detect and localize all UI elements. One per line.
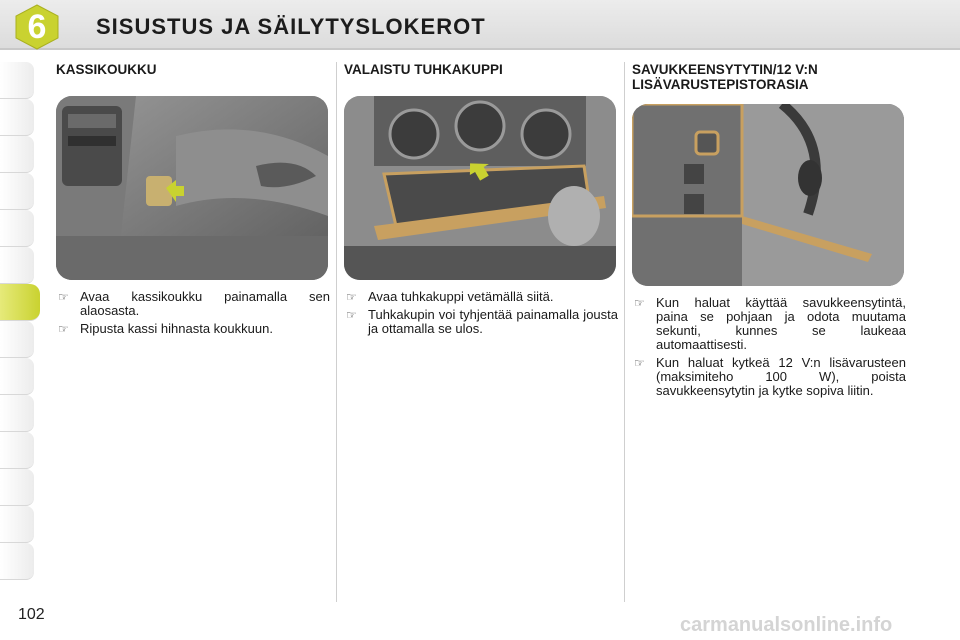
chapter-tab-7-active[interactable] xyxy=(0,284,40,321)
pointing-finger-icon: ☞ xyxy=(634,296,645,310)
chapter-tab-6[interactable] xyxy=(0,247,34,284)
bullet-text: Ripusta kassi hihnasta koukkuun. xyxy=(80,321,273,336)
chapter-badge xyxy=(14,4,60,50)
bullet-text: Avaa tuhkakuppi vetämällä siitä. xyxy=(368,289,554,304)
pointing-finger-icon: ☞ xyxy=(58,322,69,336)
chapter-tab-14[interactable] xyxy=(0,543,34,580)
chapter-tab-8[interactable] xyxy=(0,321,34,358)
list-item xyxy=(344,290,618,304)
section-title-lighter-socket: SAVUKKEENSYTYTIN/12 V:N LISÄVARUSTEPISTORASIA xyxy=(632,62,818,92)
chapter-tab-10[interactable] xyxy=(0,395,34,432)
column-divider xyxy=(624,62,625,602)
watermark: carmanualsonline.info xyxy=(680,614,893,636)
column-bag-hook xyxy=(56,62,330,340)
bullet-text: Kun haluat käyttää savukkeensytintä, paina se pohjaan ja odota muutama sekunti, kunnes se laukeaa automaattisesti. xyxy=(656,295,906,352)
photo-lighter-socket xyxy=(632,104,904,286)
chapter-tab-12[interactable] xyxy=(0,469,34,506)
list-item xyxy=(56,290,330,318)
bullet-text: Kun haluat kytkeä 12 V:n lisävarusteen (maksimiteho 100 W), poista savukkeensytytin ja kytke sopiva liitin. xyxy=(656,355,906,398)
list-item xyxy=(56,322,330,336)
chapter-tab-2[interactable] xyxy=(0,99,34,136)
page-title: SISUSTUS JA SÄILYTYSLOKEROT xyxy=(96,14,486,39)
chapter-tab-1[interactable] xyxy=(0,62,34,99)
column-ashtray xyxy=(344,62,618,340)
column-lighter-socket xyxy=(632,62,906,402)
chapter-tab-5[interactable] xyxy=(0,210,34,247)
chapter-number: 6 xyxy=(27,8,47,46)
bullet-list-ashtray xyxy=(344,290,618,336)
list-item xyxy=(344,308,618,336)
photo-bag-hook xyxy=(56,96,328,280)
chapter-tab-13[interactable] xyxy=(0,506,34,543)
section-title-bag-hook: KASSIKOUKKU xyxy=(56,62,157,77)
photo-ashtray xyxy=(344,96,616,280)
pointing-finger-icon: ☞ xyxy=(346,290,357,304)
ashtray-illustration xyxy=(344,96,616,280)
pointing-finger-icon: ☞ xyxy=(346,308,357,322)
chapter-tab-strip xyxy=(0,62,34,580)
page-number: 102 xyxy=(18,606,45,623)
chapter-tab-4[interactable] xyxy=(0,173,34,210)
bullet-text: Tuhkakupin voi tyhjentää painamalla jousta ja ottamalla se ulos. xyxy=(368,307,618,336)
chapter-tab-9[interactable] xyxy=(0,358,34,395)
chapter-tab-11[interactable] xyxy=(0,432,34,469)
bullet-list-lighter-socket xyxy=(632,296,906,398)
pointing-finger-icon: ☞ xyxy=(58,290,69,304)
column-divider xyxy=(336,62,337,602)
bullet-text: Avaa kassikoukku painamalla sen alaosasta. xyxy=(80,289,330,318)
bag-hook-illustration xyxy=(56,96,328,280)
lighter-socket-illustration xyxy=(632,104,904,286)
page-header xyxy=(0,0,960,50)
list-item xyxy=(632,356,906,398)
bullet-list-bag-hook xyxy=(56,290,330,336)
chapter-tab-3[interactable] xyxy=(0,136,34,173)
pointing-finger-icon: ☞ xyxy=(634,356,645,370)
list-item xyxy=(632,296,906,352)
section-title-ashtray: VALAISTU TUHKAKUPPI xyxy=(344,62,503,77)
